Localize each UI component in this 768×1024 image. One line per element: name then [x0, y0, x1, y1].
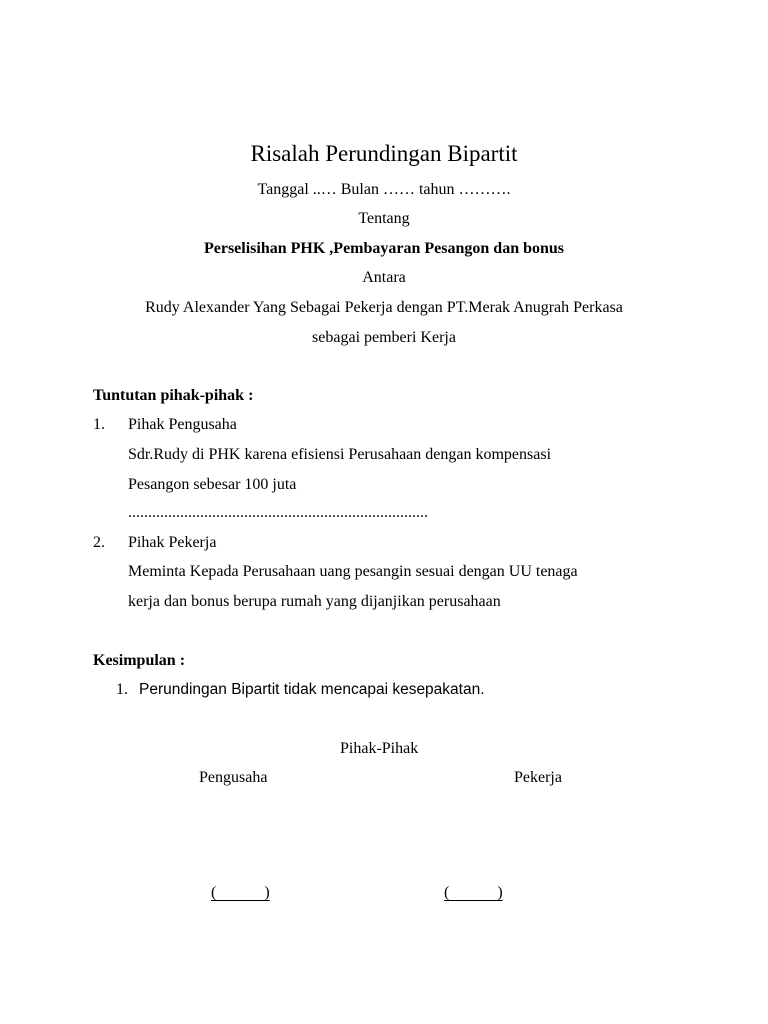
about-label: Tentang — [358, 210, 410, 227]
signatures-heading: Pihak-Pihak — [340, 740, 419, 757]
parties-line-1: Rudy Alexander Yang Sebagai Pekerja dengan PT.Merak Anugrah Perkasa — [145, 299, 623, 316]
conclusion-number: 1. — [116, 681, 128, 698]
demand-number: 1. — [93, 416, 105, 433]
demand-text-line: Pesangon sebesar 100 juta — [128, 476, 297, 493]
demand-party: Pihak Pekerja — [128, 534, 217, 551]
worker-signature-blank: ( ) — [444, 884, 503, 901]
demand-number: 2. — [93, 534, 105, 551]
demands-heading: Tuntutan pihak-pihak : — [93, 387, 254, 404]
date-line: Tanggal ..… Bulan …… tahun ………. — [257, 181, 511, 198]
parties-line-2: sebagai pemberi Kerja — [312, 329, 456, 346]
demand-party: Pihak Pengusaha — [128, 416, 237, 433]
conclusion-text: Perundingan Bipartit tidak mencapai kesepakatan. — [139, 681, 485, 698]
demand-text-line: Sdr.Rudy di PHK karena efisiensi Perusahaan dengan kompensasi — [128, 446, 552, 463]
document-title: Risalah Perundingan Bipartit — [250, 141, 518, 166]
demand-dotted-line: ........................................................................... — [128, 504, 428, 521]
worker-label: Pekerja — [514, 769, 562, 786]
demand-text-line: kerja dan bonus berupa rumah yang dijanjikan perusahaan — [128, 593, 501, 610]
conclusion-heading: Kesimpulan : — [93, 652, 186, 669]
between-label: Antara — [362, 269, 406, 286]
employer-signature-blank: ( ) — [211, 884, 270, 901]
subject-line: Perselisihan PHK ,Pembayaran Pesangon dan bonus — [203, 240, 565, 257]
demand-text-line: Meminta Kepada Perusahaan uang pesangin sesuai dengan UU tenaga — [128, 563, 578, 580]
employer-label: Pengusaha — [199, 769, 268, 786]
